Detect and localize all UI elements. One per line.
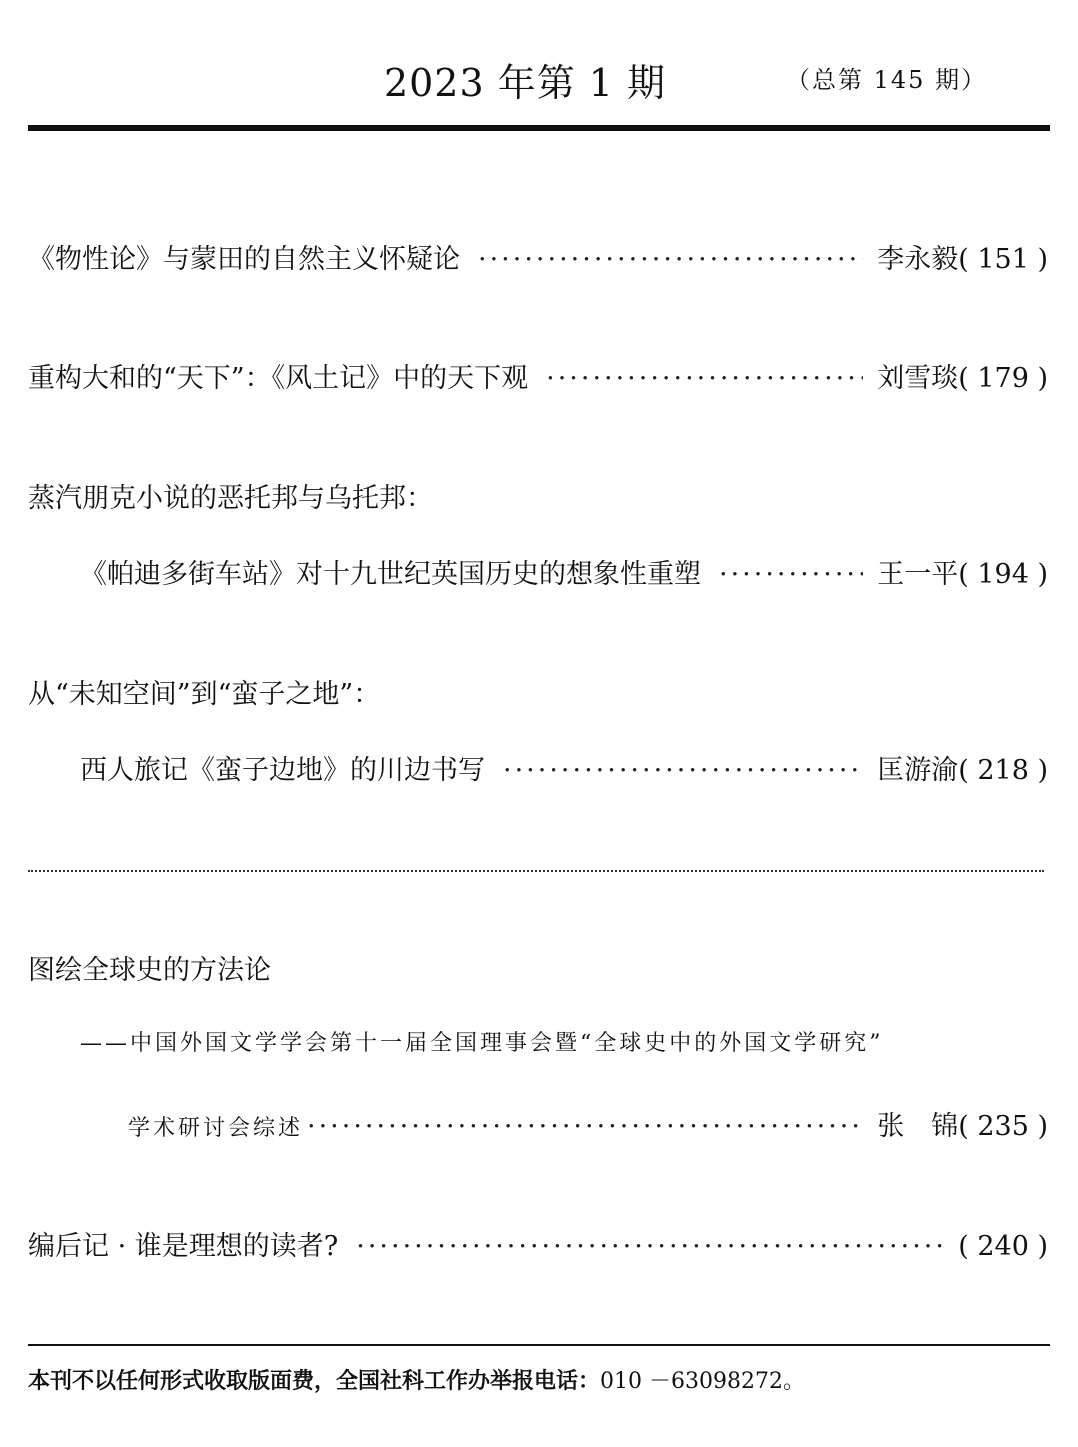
toc-entry-page: ( 218 ) bbox=[958, 755, 1048, 786]
toc-entry-page: ( 235 ) bbox=[958, 1111, 1048, 1142]
toc-entry-title: 重构大和的“天下”：《风土记》中的天下观 bbox=[28, 363, 529, 394]
toc-entry-page: ( 240 ) bbox=[958, 1231, 1048, 1262]
toc-entry-page: ( 194 ) bbox=[958, 559, 1048, 590]
leader-dots bbox=[503, 755, 863, 786]
footer-notice-text: 本刊不以任何形式收取版面费，全国社科工作办举报电话： bbox=[28, 1369, 601, 1394]
toc-entry-page: ( 151 ) bbox=[958, 244, 1048, 275]
toc-entry-5-title-line1: 图绘全球史的方法论 bbox=[28, 955, 271, 986]
toc-entry-3[interactable] bbox=[80, 552, 1048, 591]
footer-notice bbox=[28, 1364, 805, 1395]
issue-title: 2023 年第 1 期 bbox=[383, 61, 667, 105]
toc-entry-4[interactable] bbox=[80, 748, 1048, 787]
issue-total-number: （总第 145 期） bbox=[786, 66, 988, 94]
toc-entry-title: 学术研讨会综述 bbox=[128, 1116, 304, 1141]
toc-entry-author: 匡游渝 bbox=[877, 755, 959, 786]
leader-dots bbox=[307, 1111, 863, 1142]
toc-entry-6[interactable] bbox=[28, 1224, 1048, 1263]
leader-dots bbox=[719, 559, 863, 590]
toc-entry-3-title-line1: 蒸汽朋克小说的恶托邦与乌托邦： bbox=[28, 483, 433, 514]
toc-entry-page: ( 179 ) bbox=[958, 363, 1048, 394]
toc-entry-4-title-line1: 从“未知空间”到“蛮子之地”： bbox=[28, 679, 381, 710]
toc-entry-author: 李永毅 bbox=[877, 244, 959, 275]
header-rule bbox=[28, 125, 1050, 131]
toc-entry-title: 《帕迪多街车站》对十九世纪英国历史的想象性重塑 bbox=[80, 559, 701, 590]
footer-phone: 010 －63098272。 bbox=[600, 1369, 805, 1394]
leader-dots bbox=[478, 244, 863, 275]
toc-entry-2[interactable] bbox=[28, 356, 1048, 395]
toc-entry-title: 编后记 · 谁是理想的读者? bbox=[28, 1231, 339, 1262]
toc-entry-title: 《物性论》与蒙田的自然主义怀疑论 bbox=[28, 244, 460, 275]
toc-entry-5[interactable] bbox=[128, 1104, 1048, 1143]
toc-entry-1[interactable] bbox=[28, 237, 1048, 276]
toc-entry-title: 西人旅记《蛮子边地》的川边书写 bbox=[80, 755, 485, 786]
leader-dots bbox=[356, 1231, 944, 1262]
leader-dots bbox=[546, 363, 863, 394]
toc-entry-author: 刘雪琰 bbox=[877, 363, 959, 394]
section-divider bbox=[28, 870, 1044, 872]
toc-entry-author: 张 锦 bbox=[877, 1111, 959, 1142]
toc-entry-author: 王一平 bbox=[877, 559, 959, 590]
footer-rule bbox=[28, 1344, 1050, 1346]
toc-entry-5-subtitle: ——中国外国文学学会第十一届全国理事会暨“全球史中的外国文学研究” bbox=[80, 1031, 884, 1056]
